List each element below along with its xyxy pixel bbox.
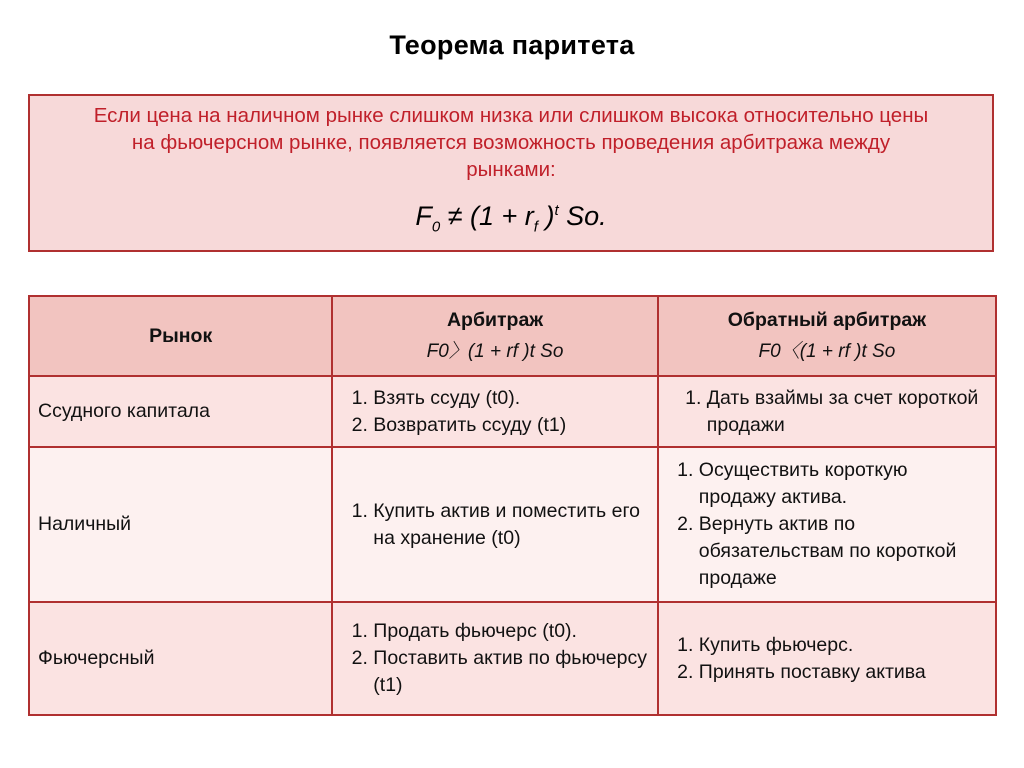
list-item: 1. Купить фьючерс. [699,632,987,659]
formula-neq: ≠ (1 + r [440,201,534,231]
cell-market: Ссудного капитала [29,376,332,447]
list-item: 1. Продать фьючерс (t0). [373,618,649,645]
list-item: 1. Осуществить короткую продажу актива. [699,457,987,511]
intro-box [28,94,994,252]
formula-tail: So. [558,201,607,231]
list-item: 2. Вернуть актив по обязательствам по короткой продаже [699,511,987,592]
list-item: 1. Взять ссуду (t0). [373,385,649,412]
arbitrage-table [28,295,997,716]
formula-f-sub: 0 [431,218,441,236]
parity-formula [30,201,992,235]
table-row [29,447,996,602]
cell-reverse [658,447,996,602]
list-item: 1. Дать взаймы за счет короткой продажи [707,385,987,439]
header-arbitrage [332,296,658,376]
table-row [29,602,996,715]
list-item: 2. Возвратить ссуду (t1) [373,412,649,439]
cell-market: Фьючерсный [29,602,332,715]
cell-market: Наличный [29,447,332,602]
cell-reverse [658,376,996,447]
header-arbitrage-label: Арбитраж [446,309,544,331]
header-arbitrage-formula: F0〉(1 + rf )t So [426,341,564,362]
formula-f: F [415,201,432,231]
formula-close: ) [537,201,555,231]
formula-rf-sub: f [533,218,538,236]
table-row [29,376,996,447]
cell-arbitrage [332,447,658,602]
cell-reverse [658,602,996,715]
intro-text: Если цена на наличном рынке слишком низка или слишком высока относительно цены на фьючерсном рынке, появляется возможность проведения арбитража между рынками: [93,104,929,181]
page-title: Теорема паритета [389,30,635,60]
list-item: 1. Купить актив и поместить его на хранение (t0) [373,498,649,552]
cell-arbitrage [332,376,658,447]
list-item: 2. Поставить актив по фьючерсу (t1) [373,645,649,699]
formula-t-sup: t [554,202,559,219]
list-item: 2. Принять поставку актива [699,659,987,686]
header-market: Рынок [29,296,332,376]
table-header-row [29,296,996,376]
header-reverse-formula: F0〈(1 + rf )t So [758,341,896,362]
cell-arbitrage [332,602,658,715]
header-reverse [658,296,996,376]
header-reverse-label: Обратный арбитраж [727,309,927,331]
